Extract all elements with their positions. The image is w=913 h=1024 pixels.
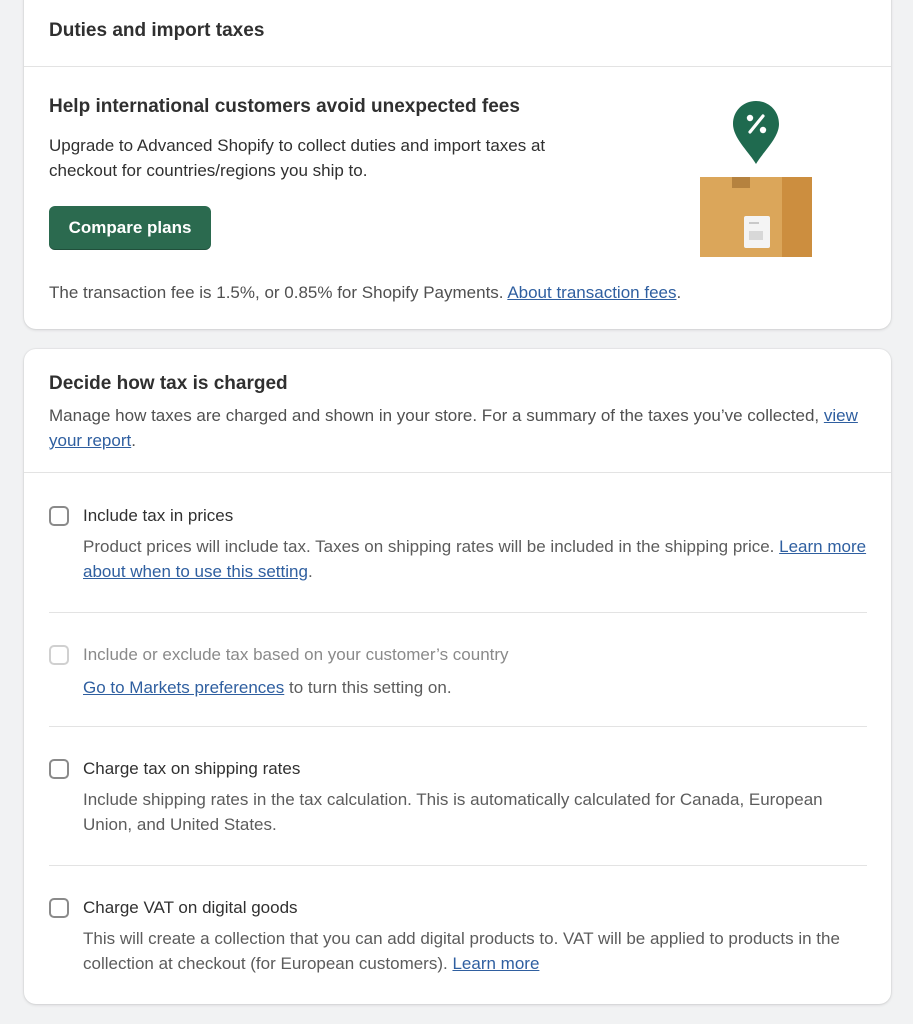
learn-more-vat-link[interactable]: Learn more — [452, 954, 540, 973]
duties-card — [24, 0, 891, 329]
transaction-fee-text — [49, 283, 681, 303]
transaction-fee-message: The transaction fee is 1.5%, or 0.85% for Shopify Payments. — [49, 283, 504, 302]
include-tax-in-prices-help — [83, 534, 873, 584]
include-tax-help-text: Product prices will include tax. Taxes on shipping rates will be included in the shipping price. — [83, 537, 775, 556]
duties-illustration — [694, 98, 819, 263]
tax-charge-description — [49, 403, 869, 453]
option-help-suffix: . — [307, 562, 313, 581]
customer-country-tax-label: Include or exclude tax based on your customer’s country — [83, 645, 509, 664]
include-tax-in-prices-checkbox[interactable] — [49, 506, 69, 526]
tax-card-divider — [24, 472, 891, 473]
charge-tax-on-shipping-label[interactable]: Charge tax on shipping rates — [83, 759, 301, 778]
learn-more-tax-setting-link[interactable]: Learn more about when to use this setting — [83, 537, 867, 581]
upsell-title: Help international customers avoid unexpected fees — [49, 96, 520, 117]
vat-help-text: This will create a collection that you can add digital products to. VAT will be applied to products in the collection at checkout (for European customers). — [83, 929, 840, 973]
option-divider — [49, 726, 867, 727]
duties-card-title: Duties and import taxes — [49, 20, 265, 41]
desc-suffix: . — [131, 431, 136, 450]
option-include-tax-in-prices — [49, 506, 869, 586]
charge-vat-digital-goods-label[interactable]: Charge VAT on digital goods — [83, 898, 298, 917]
option-charge-tax-on-shipping — [49, 759, 869, 839]
compare-plans-button[interactable]: Compare plans — [49, 206, 211, 250]
charge-tax-on-shipping-help: Include shipping rates in the tax calculation. This is automatically calculated for Canada, European Union, and United States. — [83, 790, 823, 834]
option-charge-vat-digital-goods — [49, 898, 869, 978]
option-divider — [49, 612, 867, 613]
tax-charge-card — [24, 349, 891, 1004]
percent-location-pin-icon — [733, 101, 779, 164]
about-transaction-fees-link[interactable]: About transaction fees — [507, 283, 677, 302]
tax-charge-description-text: Manage how taxes are charged and shown in your store. For a summary of the taxes you’ve collected, — [49, 406, 820, 425]
tax-charge-title: Decide how tax is charged — [49, 373, 288, 394]
customer-country-tax-checkbox — [49, 645, 69, 665]
shipping-box-icon — [700, 177, 812, 257]
charge-vat-digital-goods-help — [83, 926, 873, 976]
option-divider — [49, 865, 867, 866]
view-your-report-link[interactable]: view your report — [49, 406, 858, 450]
charge-vat-digital-goods-checkbox[interactable] — [49, 898, 69, 918]
markets-help-text: to turn this setting on. — [289, 678, 452, 697]
customer-country-tax-help — [83, 675, 873, 700]
charge-tax-on-shipping-checkbox[interactable] — [49, 759, 69, 779]
go-to-markets-preferences-link[interactable]: Go to Markets preferences — [83, 678, 285, 697]
include-tax-in-prices-label[interactable]: Include tax in prices — [83, 506, 234, 525]
upsell-body: Upgrade to Advanced Shopify to collect duties and import taxes at checkout for countries/regions you ship to. — [49, 136, 546, 180]
duties-card-divider — [24, 66, 891, 67]
fee-suffix: . — [676, 283, 682, 302]
option-customer-country-tax — [49, 645, 869, 705]
